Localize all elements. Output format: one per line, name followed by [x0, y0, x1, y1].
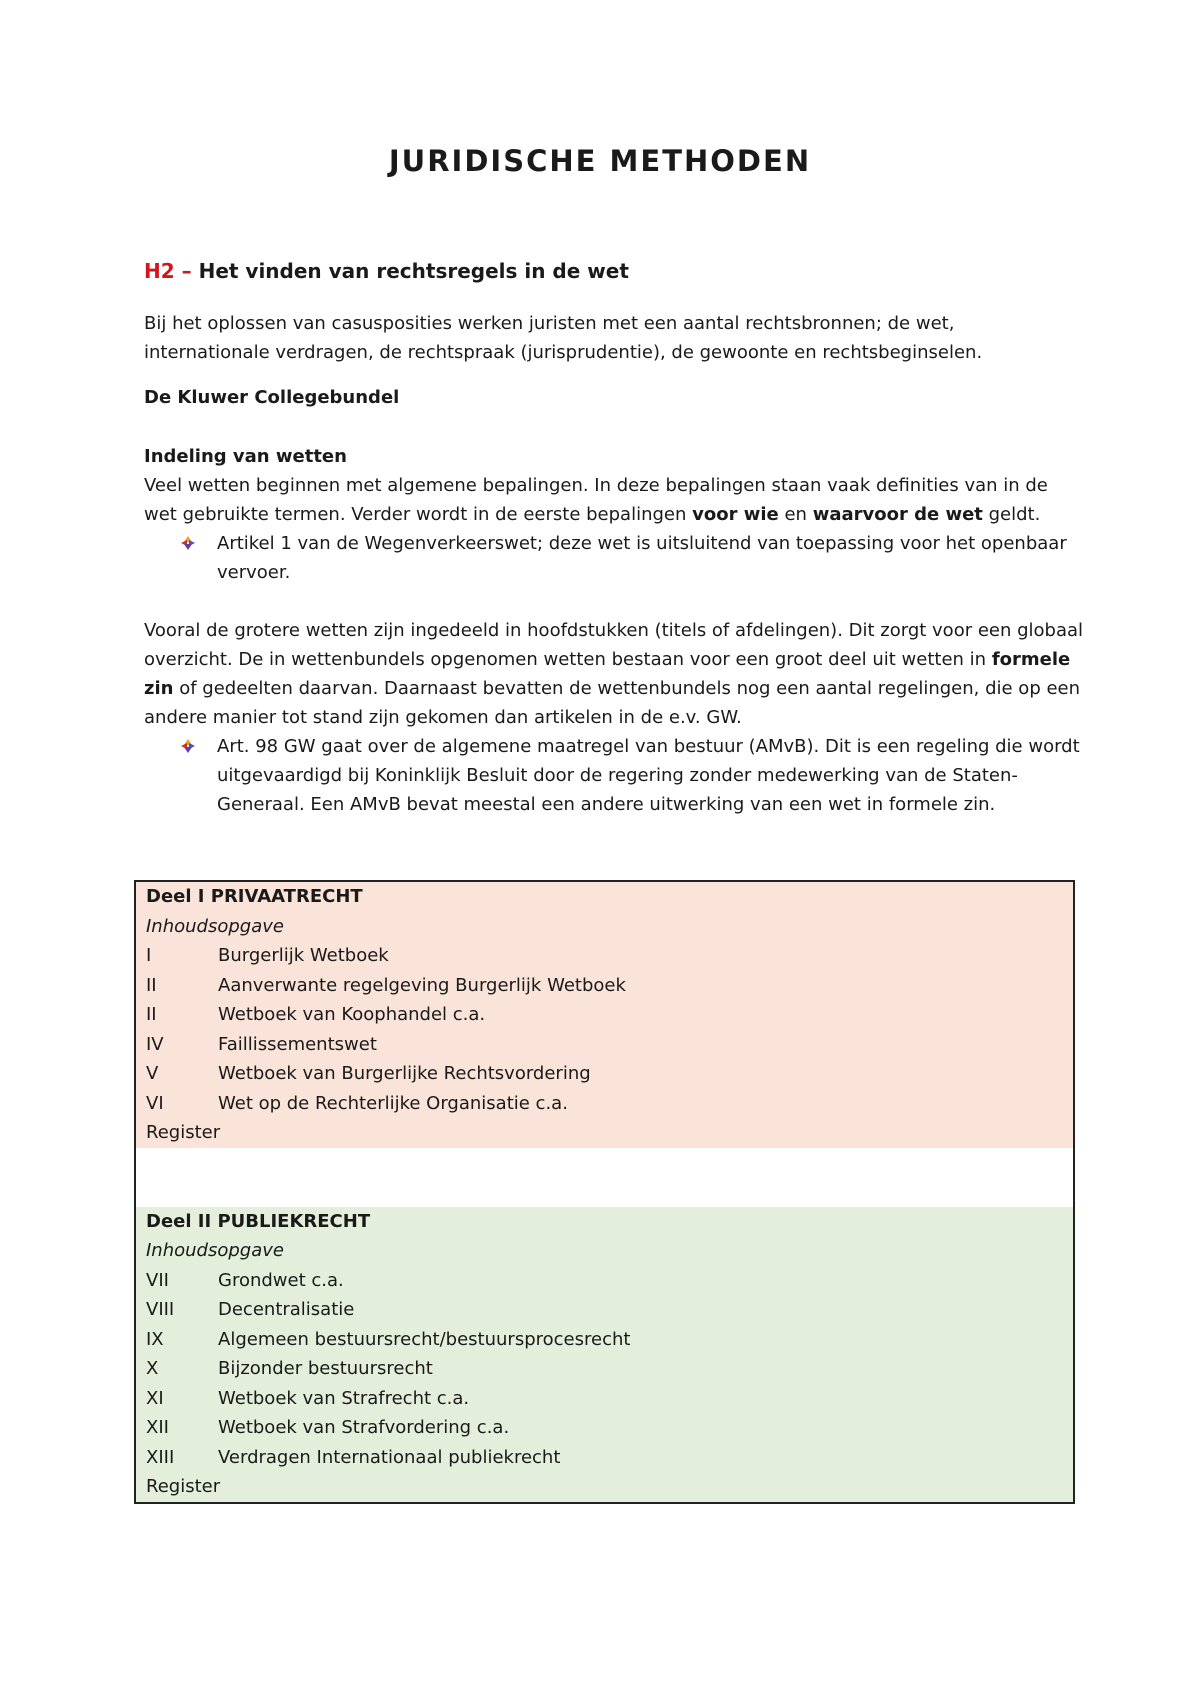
row-label: Faillissementswet: [208, 1030, 1074, 1060]
table-row: [135, 1207, 1074, 1237]
indeling-paragraph: [144, 471, 1084, 529]
table-row: [135, 1472, 1074, 1503]
row-number: XII: [135, 1413, 208, 1443]
part1-title: Deel I PRIVAATRECHT: [135, 881, 1074, 912]
table-row: [135, 1413, 1074, 1443]
bullet-list-1: [144, 529, 1084, 587]
row-number: VII: [135, 1266, 208, 1296]
row-number: XIII: [135, 1443, 208, 1473]
hoofdstukken-paragraph: [144, 616, 1084, 732]
bullet-text: Art. 98 GW gaat over de algemene maatregel van bestuur (AMvB). Dit is een regeling die wordt uitgevaardigd bij Koninklijk Besluit door de regering zonder medewerking van de Staten-Generaal. Een AMvB bevat meestal een andere uitwerking van een wet in formele zin.: [217, 736, 1080, 815]
table-row: [135, 1325, 1074, 1355]
row-number: VIII: [135, 1295, 208, 1325]
row-label: Wetboek van Burgerlijke Rechtsvordering: [208, 1059, 1074, 1089]
table-row: [135, 881, 1074, 912]
row-number: II: [135, 1000, 208, 1030]
row-number: IX: [135, 1325, 208, 1355]
row-number: XI: [135, 1384, 208, 1414]
arrow-bullet-icon: [180, 738, 196, 754]
bullet-list-2: [144, 732, 1084, 819]
row-label: Aanverwante regelgeving Burgerlijk Wetboek: [208, 971, 1074, 1001]
chapter-title: Het vinden van rechtsregels in de wet: [191, 259, 629, 283]
part2-footer: Register: [135, 1472, 1074, 1503]
subheading-kluwer: De Kluwer Collegebundel: [144, 387, 400, 408]
row-label: Verdragen Internationaal publiekrecht: [208, 1443, 1074, 1473]
row-label: Wet op de Rechterlijke Organisatie c.a.: [208, 1089, 1074, 1119]
chapter-number: H2 –: [144, 259, 192, 283]
row-number: X: [135, 1354, 208, 1384]
bullet-text: Artikel 1 van de Wegenverkeerswet; deze wet is uitsluitend van toepassing voor het openbaar vervoer.: [217, 533, 1067, 583]
hoofdstukken-text-b: of gedeelten daarvan. Daarnaast bevatten de wettenbundels nog een aantal regelingen, die op een andere manier tot stand zijn gekomen dan artikelen in de e.v. GW.: [144, 678, 1081, 728]
row-number: IV: [135, 1030, 208, 1060]
table-row: [135, 1354, 1074, 1384]
indeling-text-a: Veel wetten beginnen met algemene bepalingen. In deze bepalingen staan vaak definities van in de wet gebruikte termen. Verder wordt in de eerste bepalingen: [144, 475, 1048, 525]
list-item: [144, 732, 1084, 819]
row-label: Wetboek van Koophandel c.a.: [208, 1000, 1074, 1030]
row-number: II: [135, 971, 208, 1001]
part1-footer: Register: [135, 1118, 1074, 1148]
indeling-text-c: geldt.: [982, 504, 1041, 525]
table-row: [135, 1295, 1074, 1325]
row-label: Wetboek van Strafrecht c.a.: [208, 1384, 1074, 1414]
table-row: [135, 1118, 1074, 1148]
row-number: I: [135, 941, 208, 971]
contents-table: [134, 880, 1075, 1504]
table-row: [135, 1000, 1074, 1030]
indeling-bold-b: waarvoor de wet: [812, 504, 983, 525]
row-number: V: [135, 1059, 208, 1089]
table-row: [135, 1030, 1074, 1060]
chapter-heading: [144, 259, 1084, 283]
table-row: [135, 1266, 1074, 1296]
part1-subtitle: Inhoudsopgave: [135, 912, 1074, 942]
document-title: JURIDISCHE METHODEN: [388, 144, 812, 178]
list-item: [144, 529, 1084, 587]
row-label: Burgerlijk Wetboek: [208, 941, 1074, 971]
part2-title: Deel II PUBLIEKRECHT: [135, 1207, 1074, 1237]
row-label: Bijzonder bestuursrecht: [208, 1354, 1074, 1384]
table-spacer: [135, 1148, 1074, 1207]
table-row: [135, 1236, 1074, 1266]
indeling-text-b: en: [778, 504, 813, 525]
row-label: Wetboek van Strafvordering c.a.: [208, 1413, 1074, 1443]
subheading-indeling: Indeling van wetten: [144, 446, 347, 467]
row-label: Decentralisatie: [208, 1295, 1074, 1325]
arrow-bullet-icon: [180, 535, 196, 551]
part2-subtitle: Inhoudsopgave: [135, 1236, 1074, 1266]
hoofdstukken-bold-a: formele zin: [144, 649, 1071, 699]
table-row: [135, 971, 1074, 1001]
row-label: Algemeen bestuursrecht/bestuursprocesrecht: [208, 1325, 1074, 1355]
row-number: VI: [135, 1089, 208, 1119]
table-row: [135, 912, 1074, 942]
hoofdstukken-text-a: Vooral de grotere wetten zijn ingedeeld in hoofdstukken (titels of afdelingen). Dit zorgt voor een globaal overzicht. De in wettenbundels opgenomen wetten bestaan voor een groot deel uit wetten in: [144, 620, 1084, 670]
table-row: [135, 941, 1074, 971]
indeling-bold-a: voor wie: [692, 504, 779, 525]
intro-paragraph: Bij het oplossen van casusposities werken juristen met een aantal rechtsbronnen; de wet, internationale verdragen, de rechtspraak (jurisprudentie), de gewoonte en rechtsbeginselen.: [144, 313, 983, 363]
table-row: [135, 1059, 1074, 1089]
table-row: [135, 1443, 1074, 1473]
row-label: Grondwet c.a.: [208, 1266, 1074, 1296]
table-row: [135, 1089, 1074, 1119]
table-row: [135, 1384, 1074, 1414]
